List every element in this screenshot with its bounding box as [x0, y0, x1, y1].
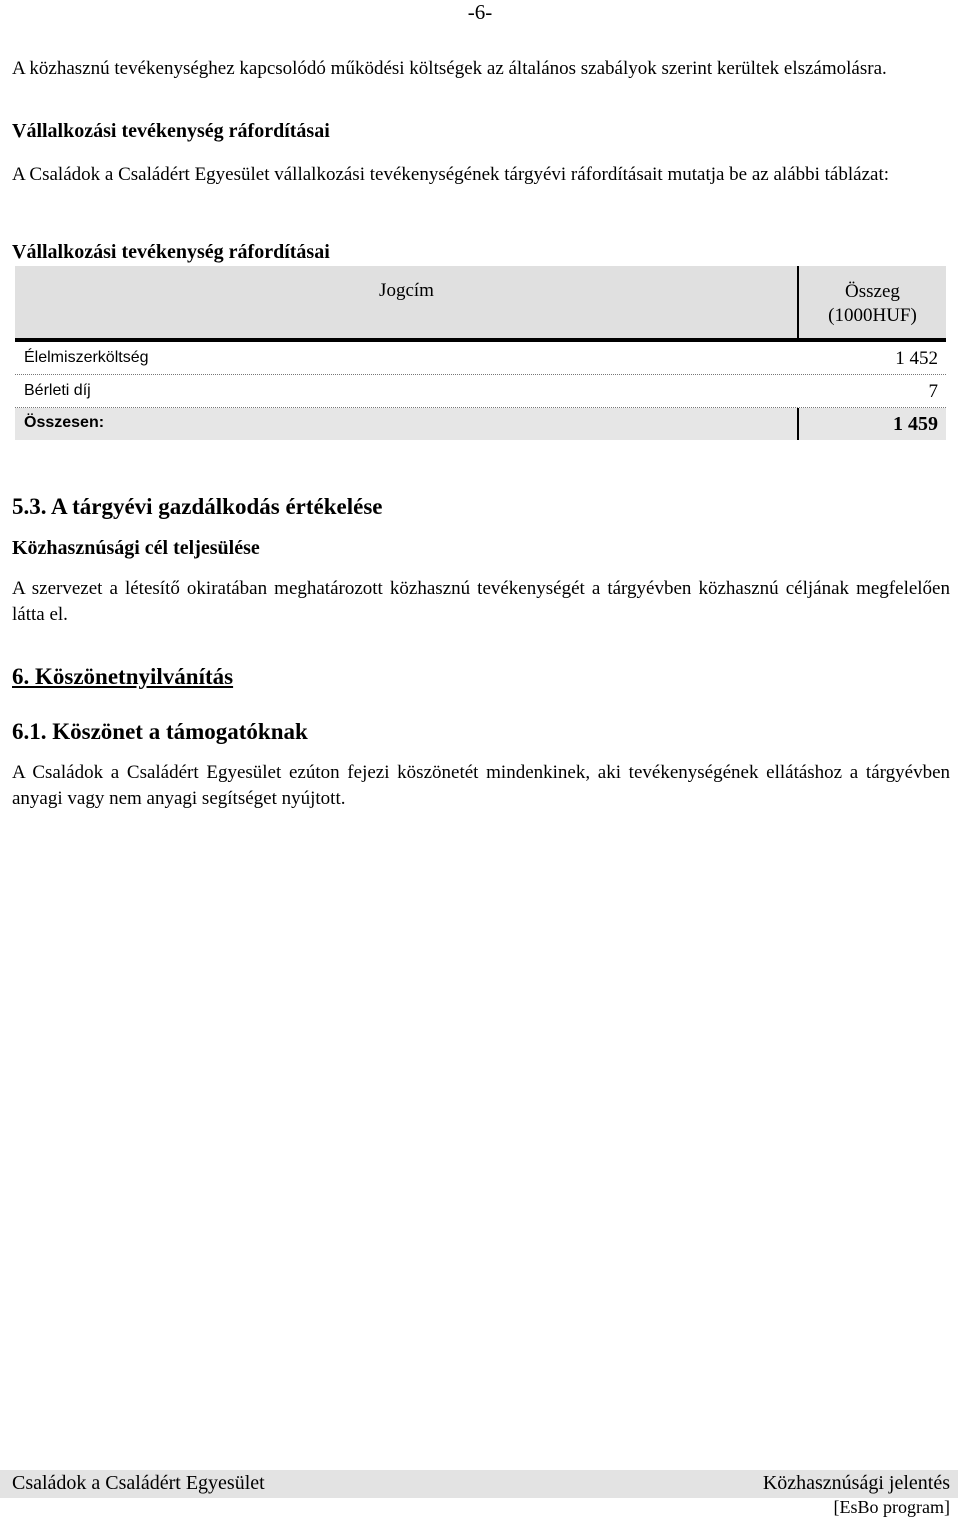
paragraph-6-1: A Családok a Családért Egyesület ezúton fejezi köszönetét mindenkinek, aki tevékenységének ellátáshoz a tárgyévben anyagi vagy nem anyagi segítséget nyújtott. — [12, 762, 950, 809]
heading-5-3: 5.3. A tárgyévi gazdálkodás értékelése — [12, 494, 383, 519]
section-title: Vállalkozási tevékenység ráfordításai — [12, 120, 330, 142]
heading-6: 6. Köszönetnyilvánítás — [12, 664, 234, 689]
row-label: Élelmiszerköltség — [24, 349, 149, 366]
footer-organization: Családok a Családért Egyesület — [12, 1472, 265, 1494]
heading-kozhasznusagi: Közhasznúsági cél teljesülése — [12, 537, 260, 559]
footer-program: [EsBo program] — [833, 1497, 950, 1517]
row-label: Bérleti díj — [24, 382, 91, 399]
row-value: 1 452 — [895, 348, 938, 369]
paragraph-5-3: A szervezet a létesítő okiratában meghatározott közhasznú tevékenységét a tárgyévben közhasznú céljának megfelelően látta el. — [12, 578, 950, 625]
total-label: Összesen: — [24, 414, 105, 431]
heading-6-1: 6.1. Köszönet a támogatóknak — [12, 719, 308, 744]
intro-paragraph: A közhasznú tevékenységhez kapcsolódó működési költségek az általános szabályok szerint kerültek elszámolásra. — [12, 58, 887, 79]
table-header — [15, 266, 946, 338]
column-header-osszeg-unit: (1000HUF) — [828, 305, 917, 326]
table-row — [15, 376, 946, 408]
column-header-osszeg-line1: Összeg — [845, 281, 900, 302]
total-value: 1 459 — [893, 413, 938, 435]
page-number: -6- — [467, 0, 493, 24]
row-value: 7 — [928, 381, 938, 402]
column-header-osszeg — [799, 280, 946, 328]
table-row — [15, 343, 946, 375]
table-caption: Vállalkozási tevékenység ráfordításai — [12, 241, 330, 263]
column-header-jogcim: Jogcím — [379, 280, 434, 301]
table-total-row — [15, 408, 946, 440]
page-footer — [0, 1470, 958, 1498]
footer-report-title: Közhasznúsági jelentés — [762, 1472, 950, 1494]
section-paragraph: A Családok a Családért Egyesület vállalkozási tevékenységének tárgyévi ráfordításait mutatja be az alábbi táblázat: — [12, 164, 890, 185]
header-rule — [15, 338, 946, 342]
